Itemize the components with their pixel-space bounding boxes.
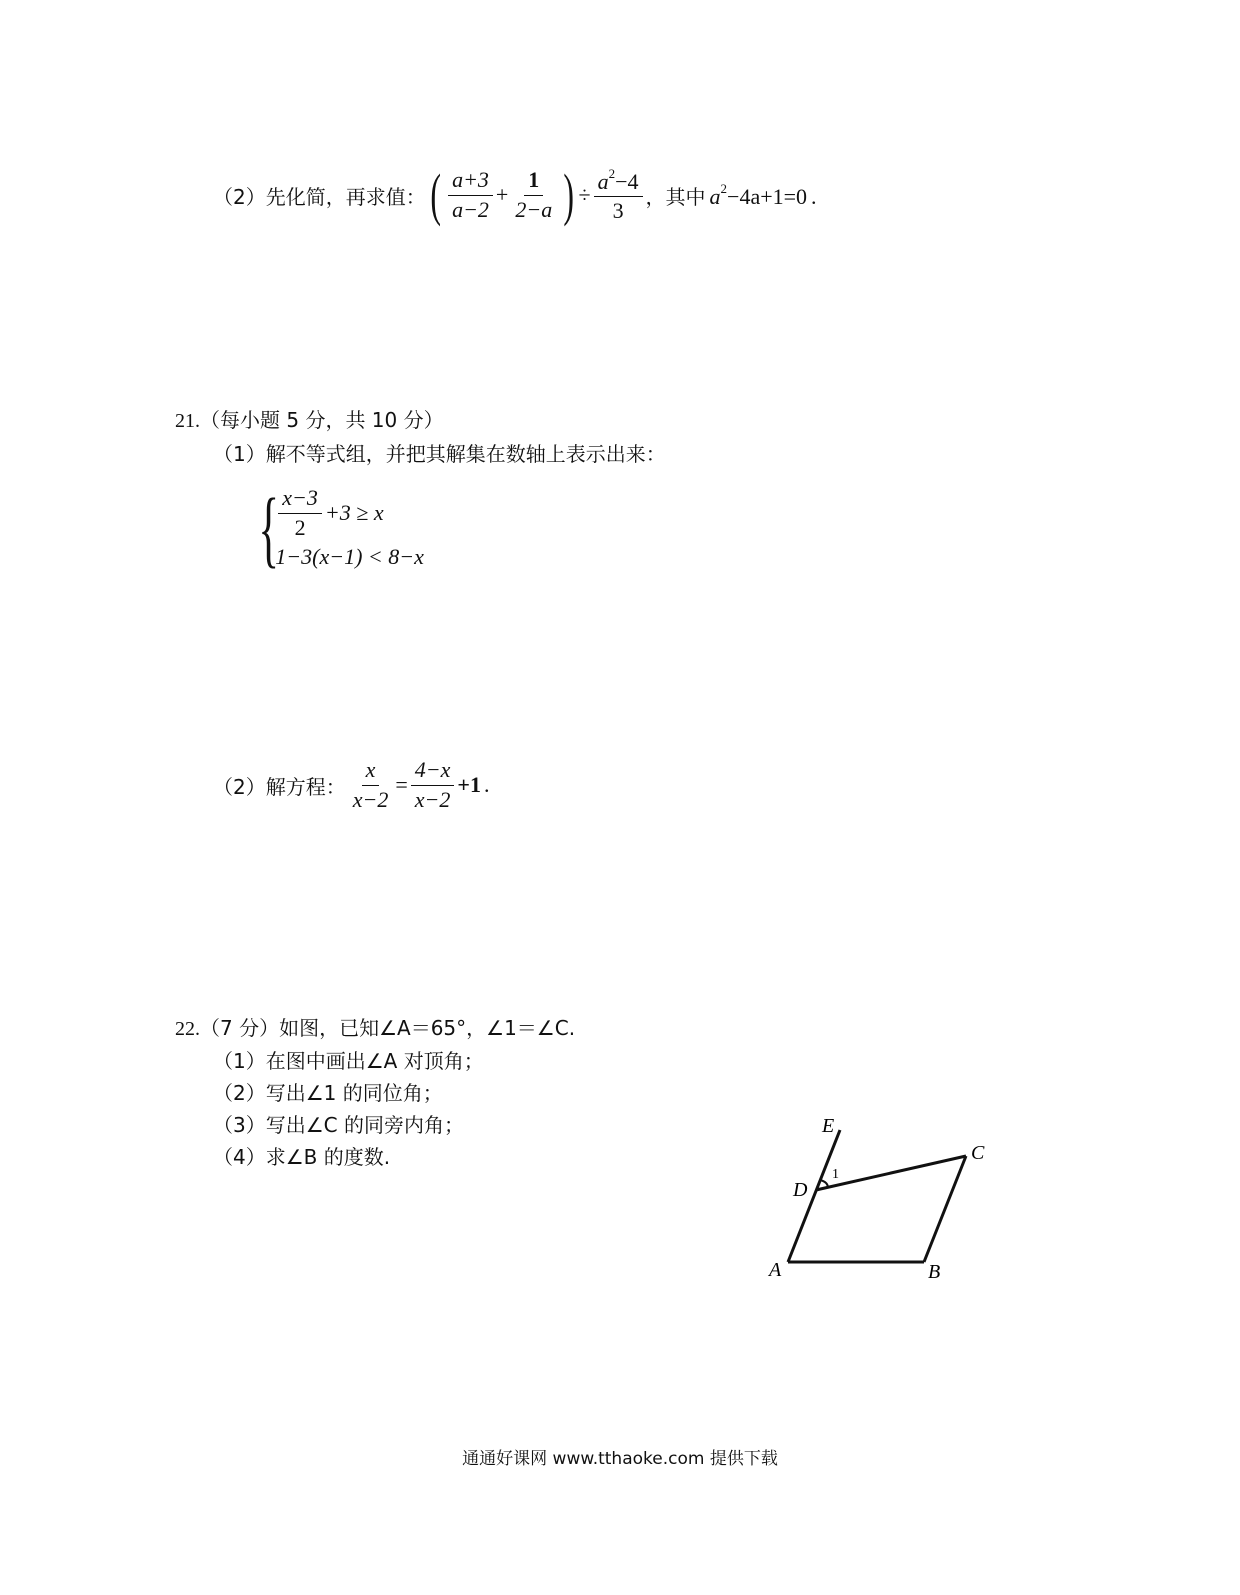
q22-heading — [175, 1012, 575, 1041]
fraction-3-numerator: $a^2-4$ — [594, 167, 643, 197]
q20-part2-label: （2）先化简，再求值： — [213, 184, 426, 209]
q21-score: （每小题 5 分，共 10 分） — [200, 408, 444, 432]
q22-item-4: （4）求∠B 的度数. — [213, 1145, 391, 1169]
equals-sign: = — [395, 772, 408, 797]
fraction-1-denominator: a−2 — [452, 196, 489, 222]
q22-item-2: （2）写出∠1 的同位角； — [213, 1081, 443, 1105]
q21-part2-label: （2）解方程： — [213, 774, 346, 799]
plus-one: +1 — [457, 772, 481, 797]
system-brace: { — [258, 480, 279, 576]
page-footer: 通通好课网 www.tthaoke.com 提供下载 — [462, 1449, 778, 1469]
inequality-1-fraction: $\frac{x-3}{2}$ — [278, 486, 322, 539]
plus-sign: + — [495, 182, 509, 207]
inequality-2: 1−3(x−1) < 8−x — [275, 543, 424, 569]
fraction-2 — [511, 168, 556, 221]
left-paren: ( — [430, 162, 441, 227]
label-B: B — [928, 1261, 941, 1283]
q21-number: 21. — [175, 410, 200, 432]
equation-fraction-2: $\frac{4-x}{x-2}$ — [411, 758, 455, 811]
line-BC — [924, 1156, 966, 1262]
q20-part2 — [213, 160, 817, 230]
fraction-3 — [594, 167, 643, 223]
equation-fraction-1: $\frac{x}{x-2}$ — [352, 757, 389, 812]
fraction-2-denominator: 2−a — [515, 196, 553, 222]
q22-number: 22. — [175, 1018, 200, 1040]
q21-heading — [175, 404, 444, 433]
fraction-2-numerator: 1 — [524, 168, 543, 195]
q22-stem: （7 分）如图，已知∠A＝65°，∠1＝∠C. — [200, 1016, 576, 1040]
label-angle-1: 1 — [832, 1167, 839, 1182]
label-A: A — [769, 1259, 782, 1281]
label-E: E — [822, 1115, 835, 1137]
geometry-figure — [760, 1110, 1000, 1290]
inequality-1-rest: +3 ≥ x — [324, 500, 384, 525]
condition-expression: $a^2-4a+1=0$ . — [709, 180, 817, 209]
q22-item-1: （1）在图中画出∠A 对顶角； — [213, 1049, 484, 1073]
q21-part1-label: （1）解不等式组，并把其解集在数轴上表示出来： — [213, 442, 666, 466]
label-C: C — [971, 1142, 985, 1164]
q21-part2: （2）解方程： $\frac{x}{x-2}$ = $\frac{4-x}{x-2}$ +1 . — [213, 757, 490, 812]
divide-sign: ÷ — [578, 182, 591, 207]
fraction-1-numerator: a+3 — [448, 168, 493, 195]
fraction-1 — [448, 168, 493, 221]
inequality-system — [248, 478, 424, 578]
label-D: D — [793, 1179, 808, 1201]
condition-label: ，其中 — [645, 184, 706, 209]
fraction-3-denominator: 3 — [612, 198, 624, 223]
q22-item-3: （3）写出∠C 的同旁内角； — [213, 1113, 464, 1137]
right-paren: ) — [563, 162, 575, 227]
